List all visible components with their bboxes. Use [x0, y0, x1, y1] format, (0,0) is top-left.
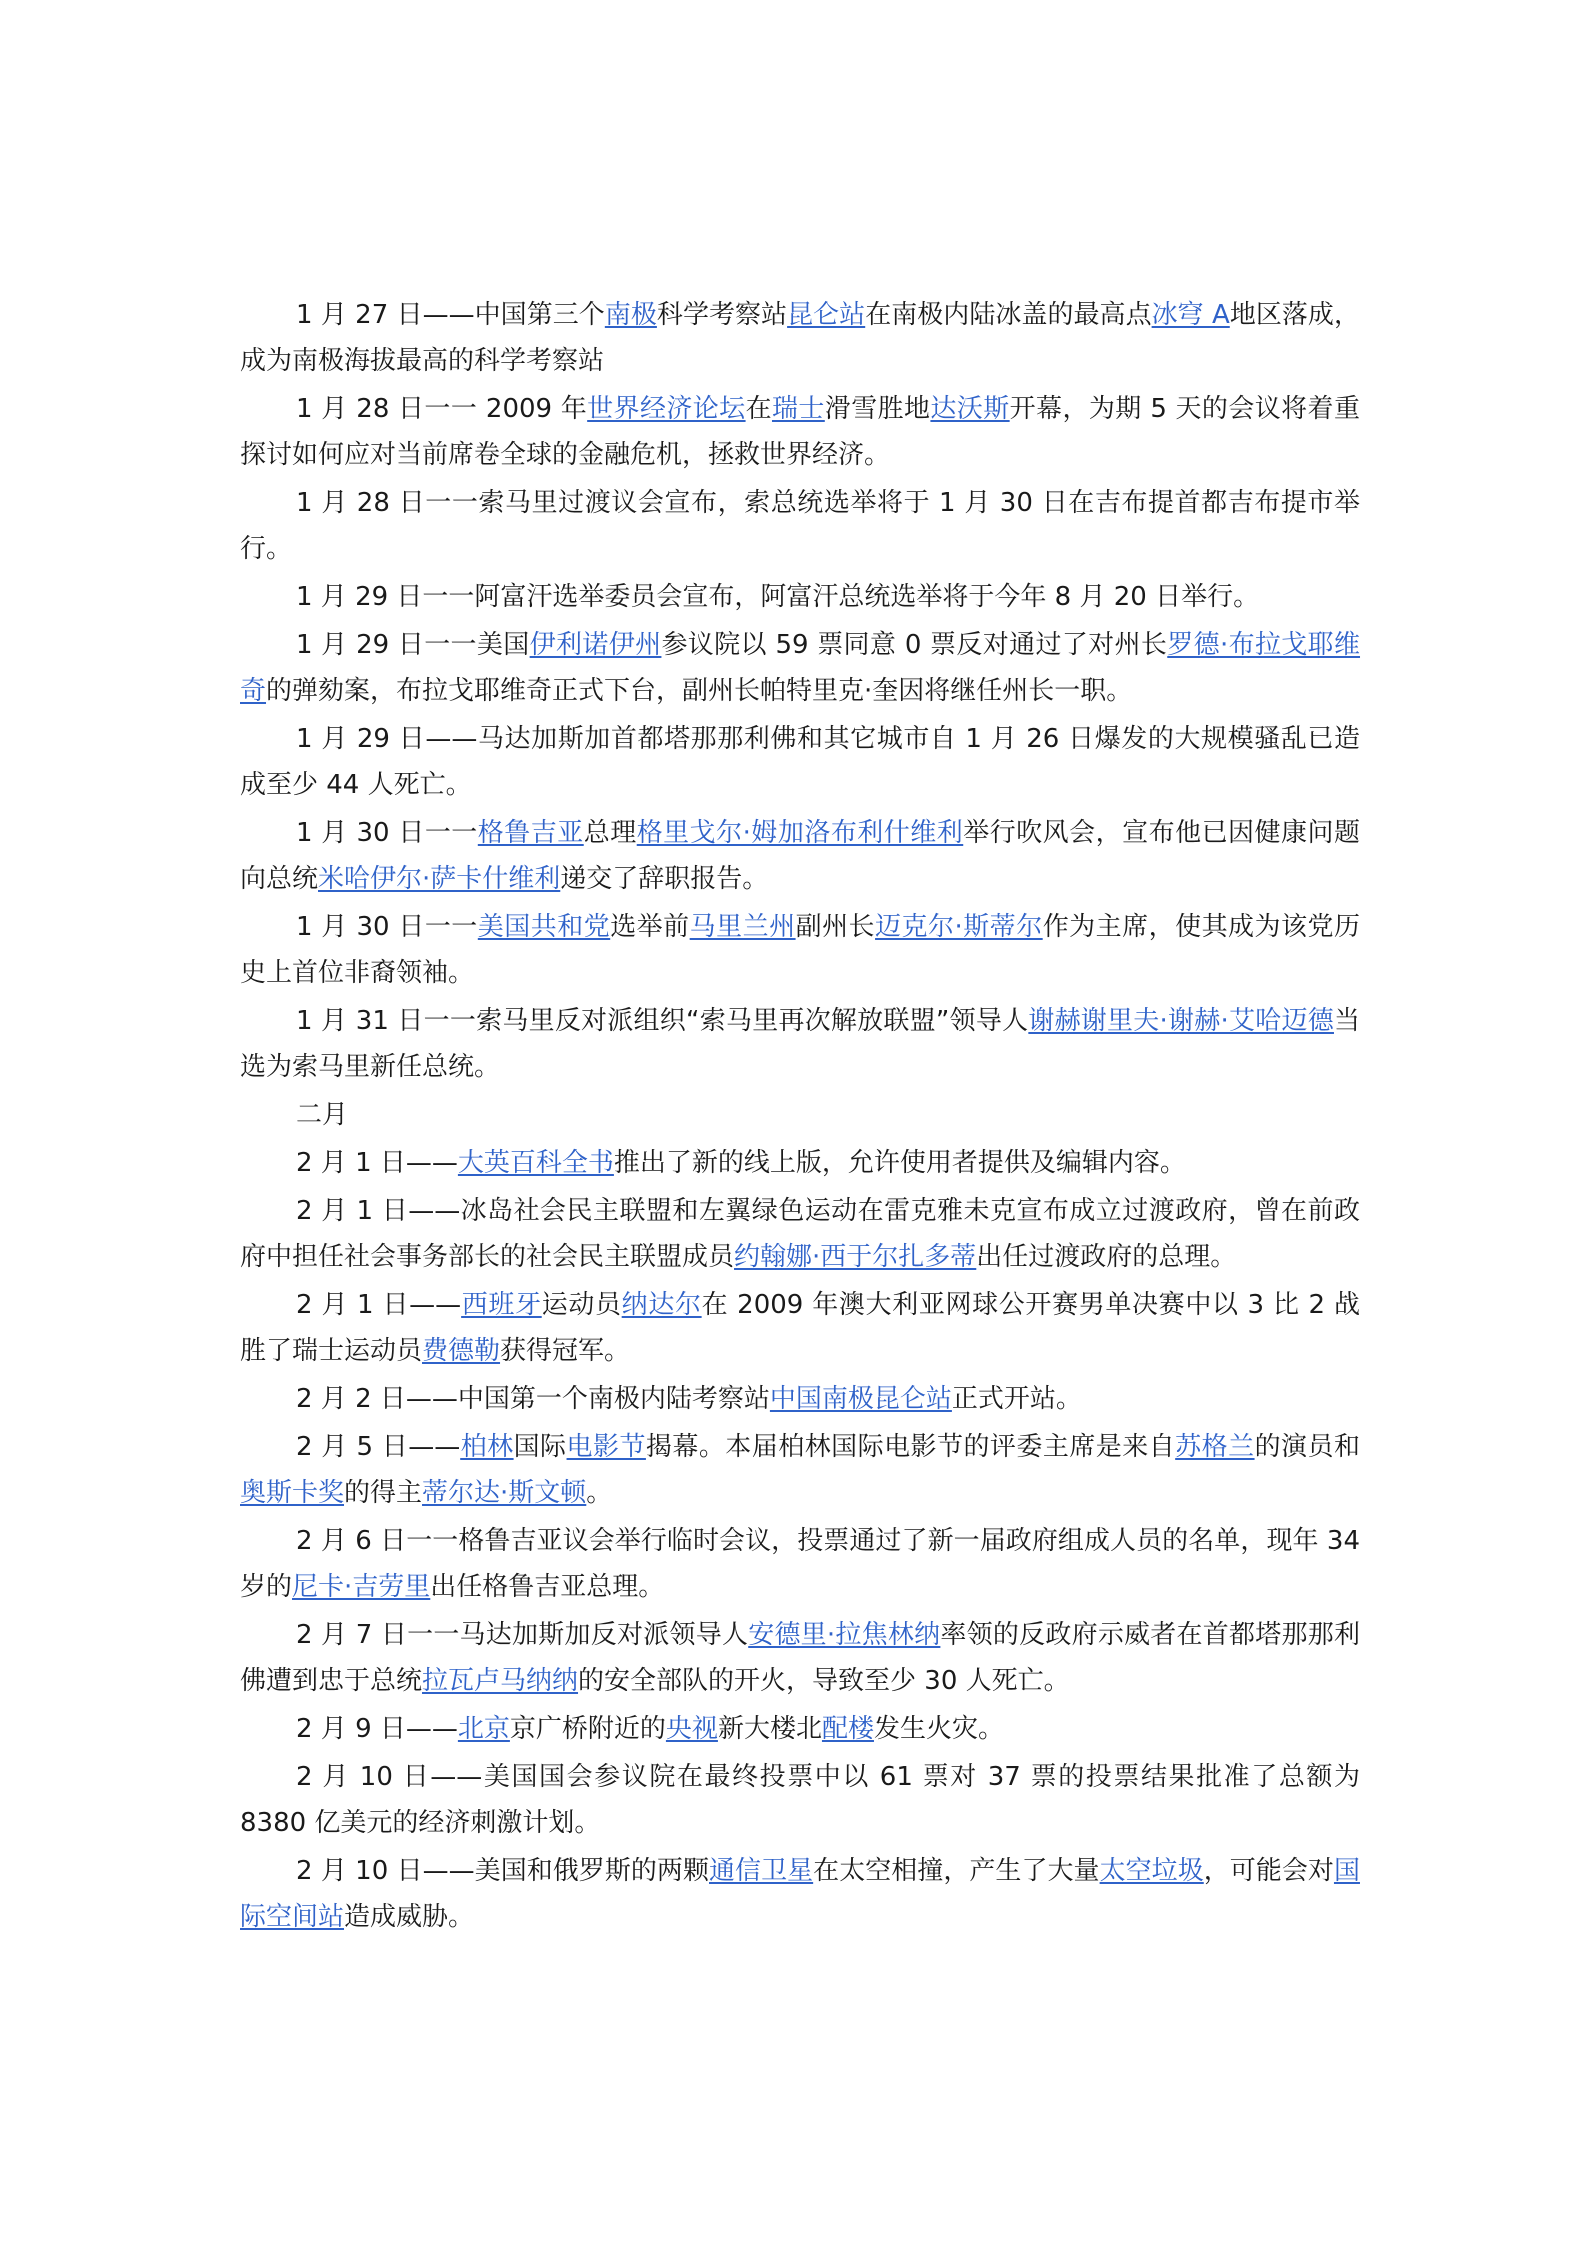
wiki-link[interactable]: 达沃斯 [930, 394, 1010, 424]
wiki-link[interactable]: 通信卫星 [709, 1856, 814, 1886]
wiki-link[interactable]: 世界经济论坛 [587, 394, 746, 424]
entry-text: 2 月 10 日——美国和俄罗斯的两颗 [296, 1856, 709, 1886]
entry-text: 2 月 7 日一一马达加斯加反对派领导人 [296, 1620, 749, 1650]
entry-text: 2 月 10 日——美国国会参议院在最终投票中以 61 票对 37 票的投票结果批准了总额为 8380 亿美元的经济刺激计划。 [240, 1762, 1360, 1838]
entry-text: ，可能会对 [1203, 1856, 1334, 1886]
entry-text: 总理 [583, 818, 637, 848]
wiki-link[interactable]: 电影节 [566, 1432, 646, 1462]
event-entry [240, 292, 1360, 384]
wiki-link[interactable]: 格鲁吉亚 [477, 818, 584, 848]
entry-text: 2 月 6 日一一格鲁吉亚议会举行临时会议，投票通过了新一届政府组成人员的名单，现年 34 岁的 [240, 1526, 1360, 1602]
wiki-link[interactable]: 中国南极昆仑站 [769, 1384, 952, 1414]
entry-text: 运动员 [541, 1290, 622, 1320]
wiki-link[interactable]: 谢赫谢里夫·谢赫·艾哈迈德 [1028, 1006, 1334, 1036]
entry-text: 举行吹风会，宣布他已因健康问题向总统 [240, 818, 1360, 894]
wiki-link[interactable]: 美国共和党 [477, 912, 611, 942]
entry-text: 选举前 [610, 912, 690, 942]
wiki-link[interactable]: 罗德·布拉戈耶维奇 [240, 630, 1361, 706]
entry-text: 的演员和 [1254, 1432, 1360, 1462]
entry-text: 递交了辞职报告。 [560, 864, 769, 894]
document-body [240, 292, 1360, 1942]
wiki-link[interactable]: 冰穹 A [1151, 300, 1230, 330]
entry-text: 当选为索马里新任总统。 [240, 1006, 1360, 1082]
wiki-link[interactable]: 蒂尔达·斯文顿 [422, 1478, 587, 1508]
entry-text: 1 月 29 日——马达加斯加首都塔那那利佛和其它城市自 1 月 26 日爆发的大规模骚乱已造成至少 44 人死亡。 [240, 724, 1360, 800]
entry-text: 副州长 [795, 912, 876, 942]
wiki-link[interactable]: 太空垃圾 [1099, 1856, 1204, 1886]
entry-text: 率领的反政府示威者在首都塔那那利佛遭到忠于总统 [240, 1620, 1360, 1696]
event-entry [240, 1424, 1360, 1516]
wiki-link[interactable]: 瑞士 [771, 394, 825, 424]
entry-text: 2 月 1 日—— [296, 1290, 462, 1320]
wiki-link[interactable]: 南极 [604, 300, 657, 330]
wiki-link[interactable]: 奥斯卡奖 [240, 1478, 345, 1508]
event-entry [240, 386, 1360, 478]
event-entry [240, 1140, 1360, 1186]
entry-text: 在南极内陆冰盖的最高点 [865, 300, 1152, 330]
entry-text: 2 月 1 日—— [296, 1148, 458, 1178]
entry-text: 揭幕。本届柏林国际电影节的评委主席是来自 [645, 1432, 1176, 1462]
entry-text: 。 [586, 1478, 613, 1508]
wiki-link[interactable]: 安德里·拉焦林纳 [748, 1620, 941, 1650]
entry-text: 京广桥附近的 [509, 1714, 666, 1744]
wiki-link[interactable]: 配楼 [821, 1714, 874, 1744]
wiki-link[interactable]: 尼卡·吉劳里 [292, 1572, 431, 1602]
event-entry [240, 574, 1360, 620]
entry-text: 在 [745, 394, 772, 424]
entry-text: 的得主 [344, 1478, 423, 1508]
entry-text: 作为主席，使其成为该党历史上首位非裔领袖。 [240, 912, 1360, 988]
entry-text: 新大楼北 [717, 1714, 822, 1744]
event-entry [240, 1282, 1360, 1374]
entry-text: 科学考察站 [656, 300, 788, 330]
wiki-link[interactable]: 柏林 [460, 1432, 514, 1462]
wiki-link[interactable]: 迈克尔·斯蒂尔 [875, 912, 1043, 942]
event-entry [240, 622, 1360, 714]
entry-text: 获得冠军。 [500, 1336, 631, 1366]
entry-text: 推出了新的线上版，允许使用者提供及编辑内容。 [613, 1148, 1186, 1178]
event-entry [240, 1848, 1360, 1940]
event-entry [240, 1754, 1360, 1846]
entry-text: 在太空相撞，产生了大量 [813, 1856, 1100, 1886]
entry-text: 出任过渡政府的总理。 [976, 1242, 1237, 1272]
event-entry [240, 810, 1360, 902]
wiki-link[interactable]: 昆仑站 [787, 300, 866, 330]
wiki-link[interactable]: 费德勒 [422, 1336, 501, 1366]
entry-text: 发生火灾。 [873, 1714, 1004, 1744]
entry-text: 开幕，为期 5 天的会议将着重探讨如何应对当前席卷全球的金融危机，拯救世界经济。 [240, 394, 1360, 470]
wiki-link[interactable]: 格里戈尔·姆加洛布利什维利 [636, 818, 964, 848]
event-entry [240, 716, 1360, 808]
wiki-link[interactable]: 马里兰州 [689, 912, 796, 942]
wiki-link[interactable]: 央视 [665, 1714, 718, 1744]
entry-text: 2 月 9 日—— [296, 1714, 458, 1744]
wiki-link[interactable]: 北京 [457, 1714, 510, 1744]
entry-text: 2 月 2 日——中国第一个南极内陆考察站 [296, 1384, 770, 1414]
entry-text: 在 2009 年澳大利亚网球公开赛男单决赛中以 3 比 2 战胜了瑞士运动员 [240, 1290, 1360, 1366]
event-entry [240, 1612, 1360, 1704]
event-entry [240, 1518, 1360, 1610]
wiki-link[interactable]: 伊利诺伊州 [529, 630, 662, 660]
entry-text: 2 月 1 日——冰岛社会民主联盟和左翼绿色运动在雷克雅未克宣布成立过渡政府，曾在前政府中担任社会事务部长的社会民主联盟成员 [240, 1196, 1360, 1272]
entry-text: 正式开站。 [951, 1384, 1082, 1414]
event-entry [240, 1706, 1360, 1752]
wiki-link[interactable]: 拉瓦卢马纳纳 [422, 1666, 579, 1696]
entry-text: 出任格鲁吉亚总理。 [430, 1572, 665, 1602]
entry-text: 1 月 30 日一一 [296, 912, 478, 942]
entry-text: 1 月 29 日一一阿富汗选举委员会宣布，阿富汗总统选举将于今年 8 月 20 日举行。 [296, 582, 1260, 612]
entry-text: 1 月 29 日一一美国 [296, 630, 530, 660]
event-entry [240, 480, 1360, 572]
wiki-link[interactable]: 西班牙 [461, 1290, 542, 1320]
entry-text: 地区落成，成为南极海拔最高的科学考察站 [240, 300, 1360, 376]
section-heading: 二月 [296, 1100, 349, 1130]
entry-text: 参议院以 59 票同意 0 票反对通过了对州长 [661, 630, 1168, 660]
entry-text: 的弹劾案，布拉戈耶维奇正式下台，副州长帕特里克·奎因将继任州长一职。 [266, 676, 1133, 706]
entry-text: 的安全部队的开火，导致至少 30 人死亡。 [578, 1666, 1070, 1696]
entry-text: 1 月 30 日一一 [296, 818, 478, 848]
event-entry [240, 998, 1360, 1090]
entry-text: 造成威胁。 [344, 1902, 475, 1932]
event-entry [240, 1188, 1360, 1280]
wiki-link[interactable]: 苏格兰 [1175, 1432, 1255, 1462]
event-entry [240, 904, 1360, 996]
event-entry [240, 1376, 1360, 1422]
wiki-link[interactable]: 纳达尔 [621, 1290, 702, 1320]
entry-text: 滑雪胜地 [824, 394, 931, 424]
entry-text: 1 月 28 日一一 2009 年 [296, 394, 588, 424]
entry-text: 2 月 5 日—— [296, 1432, 461, 1462]
entry-text: 1 月 27 日——中国第三个 [296, 300, 605, 330]
wiki-link[interactable]: 约翰娜·西于尔扎多蒂 [734, 1242, 977, 1272]
entry-text: 1 月 31 日一一索马里反对派组织“索马里再次解放联盟”领导人 [296, 1006, 1029, 1036]
entry-text: 1 月 28 日一一索马里过渡议会宣布，索总统选举将于 1 月 30 日在吉布提首都吉布提市举行。 [240, 488, 1360, 564]
wiki-link[interactable]: 米哈伊尔·萨卡什维利 [318, 864, 561, 894]
wiki-link[interactable]: 大英百科全书 [457, 1148, 614, 1178]
wiki-link[interactable]: 国际空间站 [240, 1856, 1360, 1932]
entry-text: 国际 [513, 1432, 567, 1462]
